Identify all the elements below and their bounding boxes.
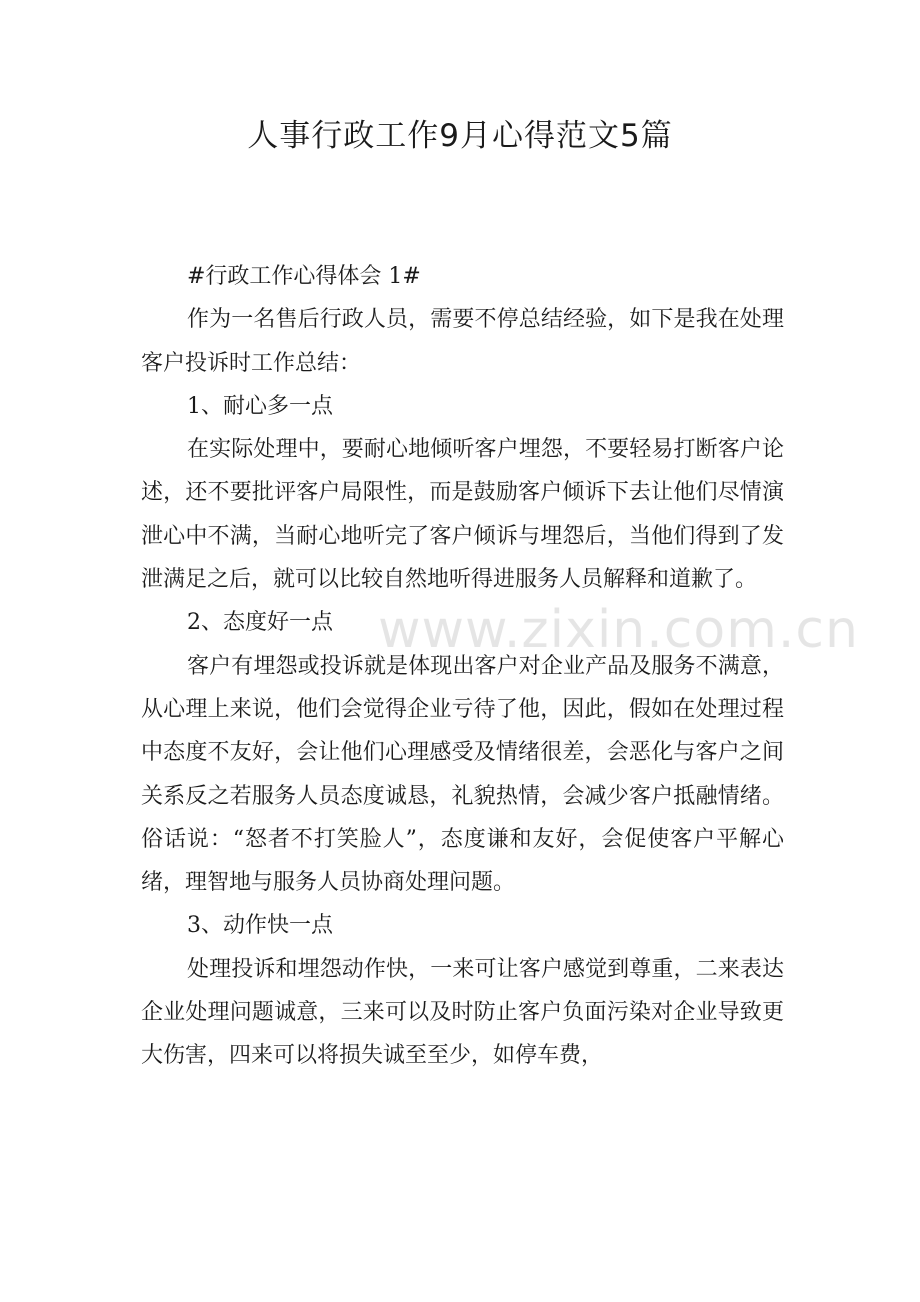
paragraph: 客户有埋怨或投诉就是体现出客户对企业产品及服务不满意，从心理上来说，他们会觉得企业亏待了他，因此，假如在处理过程中态度不友好，会让他们心理感受及情绪很差，会恶化与客户之间关系反之若服务人员态度诚恳，礼貌热情，会减少客户抵融情绪。俗话说：“怒者不打笑脸人”，态度谦和友好，会促使客户平解心绪，理智地与服务人员协商处理问题。 xyxy=(141,653,784,896)
subheading: 2、态度好一点 xyxy=(187,610,333,636)
subheading: 1、耐心多一点 xyxy=(187,393,333,419)
subheading: 3、动作快一点 xyxy=(187,913,333,939)
watermark: www.zixin.com.cn xyxy=(378,600,859,660)
document-body xyxy=(141,255,784,1078)
paragraph: 在实际处理中，要耐心地倾听客户埋怨，不要轻易打断客户论述，还不要批评客户局限性，而是鼓励客户倾诉下去让他们尽情演泄心中不满，当耐心地听完了客户倾诉与埋怨后，当他们得到了发泄满足之后，就可以比较自然地听得进服务人员解释和道歉了。 xyxy=(141,437,784,593)
document-title: 人事行政工作9月心得范文5篇 xyxy=(247,118,673,154)
section-heading: #行政工作心得体会 1# xyxy=(187,264,421,289)
paragraph: 作为一名售后行政人员，需要不停总结经验，如下是我在处理客户投诉时工作总结： xyxy=(141,307,784,376)
paragraph: 处理投诉和埋怨动作快，一来可让客户感觉到尊重，二来表达企业处理问题诚意，三来可以及时防止客户负面污染对企业导致更大伤害，四来可以将损失诚至至少，如停车费， xyxy=(141,956,784,1069)
